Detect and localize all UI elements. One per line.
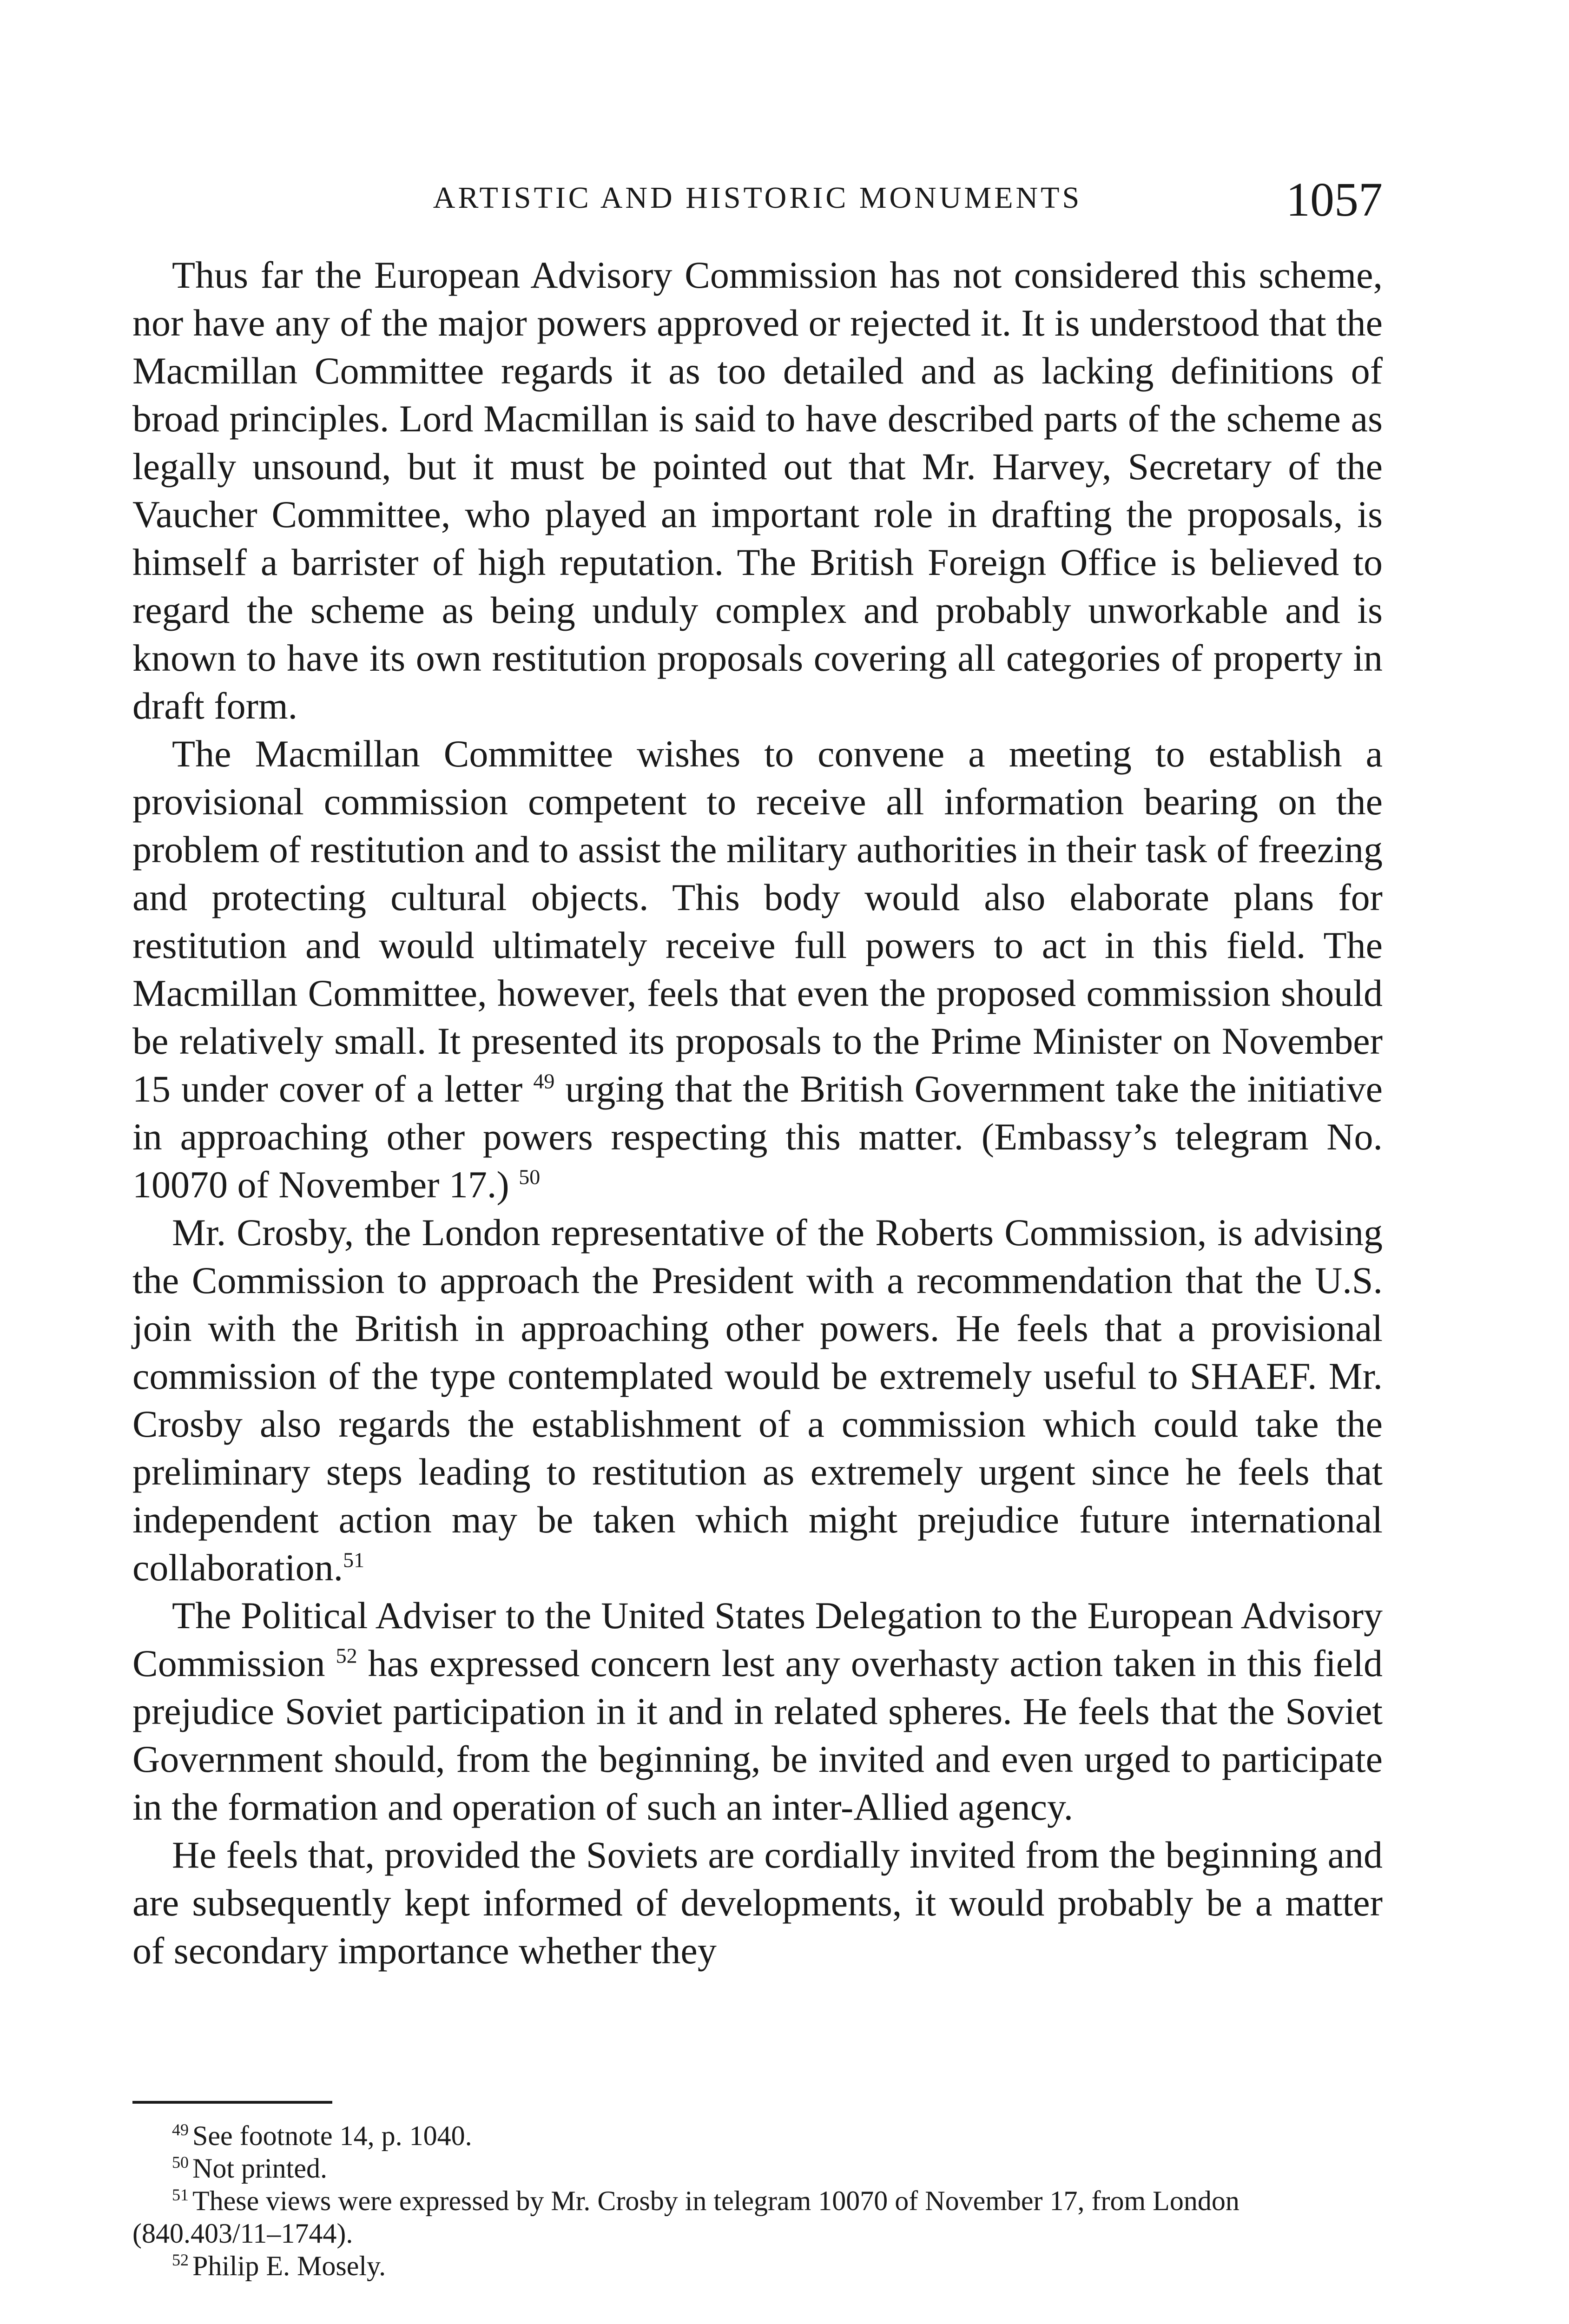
footnote-text: Philip E. Mosely. — [192, 2251, 386, 2281]
footnote-50 — [132, 2152, 1383, 2185]
footnote-52 — [132, 2250, 1383, 2282]
running-head — [132, 172, 1383, 228]
footnote-number: 49 — [172, 2120, 189, 2139]
footnote-number: 50 — [172, 2153, 189, 2172]
footnote-ref-49[interactable]: 49 — [533, 1069, 555, 1093]
footnote-number: 51 — [172, 2185, 189, 2204]
footnote-divider — [132, 2101, 332, 2104]
paragraph-text: The Political Adviser to the United States Delegation to the European Advisory Commission — [132, 1594, 1383, 1684]
page-number: 1057 — [1286, 173, 1383, 226]
paragraph-text: He feels that, provided the Soviets are cordially invited from the beginning and are subsequently kept informed of developments, it would probably be a matter of secondary importance whether they — [132, 1834, 1383, 1972]
footnote-number: 52 — [172, 2251, 189, 2269]
paragraph-3 — [132, 1208, 1383, 1591]
footnote-49 — [132, 2119, 1383, 2152]
footnote-ref-52[interactable]: 52 — [336, 1644, 357, 1668]
footnotes — [132, 2119, 1383, 2282]
paragraph-text: has expressed concern lest any overhasty action taken in this field prejudice Soviet participation in it and in related spheres. He feels that the Soviet Government should, from the beginning, be invited and even urged to participate in the formation and operation of such an inter-Allied agency. — [132, 1642, 1383, 1828]
running-title: ARTISTIC AND HISTORIC MONUMENTS — [433, 181, 1082, 215]
footnote-ref-50[interactable]: 50 — [519, 1165, 541, 1189]
footnote-51 — [132, 2185, 1383, 2250]
paragraph-text: urging that the British Government take the initiative in approaching other powers respecting this matter. (Embassy’s telegram No. 10070 of November 17.) — [132, 1068, 1383, 1206]
footnote-text: These views were expressed by Mr. Crosby in telegram 10070 of November 17, from London (840.403/11–1744). — [132, 2185, 1239, 2249]
paragraph-5 — [132, 1831, 1383, 1974]
paragraph-text: Thus far the European Advisory Commission has not considered this scheme, nor have any of the major powers approved or rejected it. It is understood that the Macmillan Committee regards it as too detailed and as lacking definitions of broad principles. Lord Macmillan is said to have described parts of the scheme as legally unsound, but it must be pointed out that Mr. Harvey, Secretary of the Vaucher Committee, who played an important role in drafting the proposals, is himself a barrister of high reputation. The British Foreign Office is believed to regard the scheme as being unduly complex and probably unworkable and is known to have its own restitution proposals covering all categories of property in draft form. — [132, 254, 1383, 727]
paragraph-text: The Macmillan Committee wishes to convene a meeting to establish a provisional commission competent to receive all information bearing on the problem of restitution and to assist the military authorities in their task of freezing and protecting cultural objects. This body would also elaborate plans for restitution and would ultimately receive full powers to act in this field. The Macmillan Committee, however, feels that even the proposed commission should be relatively small. It presented its proposals to the Prime Minister on November 15 under cover of a letter — [132, 733, 1383, 1110]
footnote-text: Not printed. — [192, 2153, 327, 2184]
paragraph-1 — [132, 251, 1383, 730]
footnote-text: See footnote 14, p. 1040. — [192, 2120, 472, 2151]
body-text — [132, 251, 1383, 1974]
paragraph-2 — [132, 730, 1383, 1208]
paragraph-4 — [132, 1591, 1383, 1831]
footnote-ref-51[interactable]: 51 — [343, 1548, 365, 1572]
paragraph-text: Mr. Crosby, the London representative of the Roberts Commission, is advising the Commission to approach the President with a recommendation that the U.S. join with the British in approaching other powers. He feels that a provisional commission of the type contemplated would be extremely useful to SHAEF. Mr. Crosby also regards the establishment of a commission which could take the preliminary steps leading to restitution as extremely urgent since he feels that independent action may be taken which might prejudice future international collaboration. — [132, 1211, 1383, 1589]
